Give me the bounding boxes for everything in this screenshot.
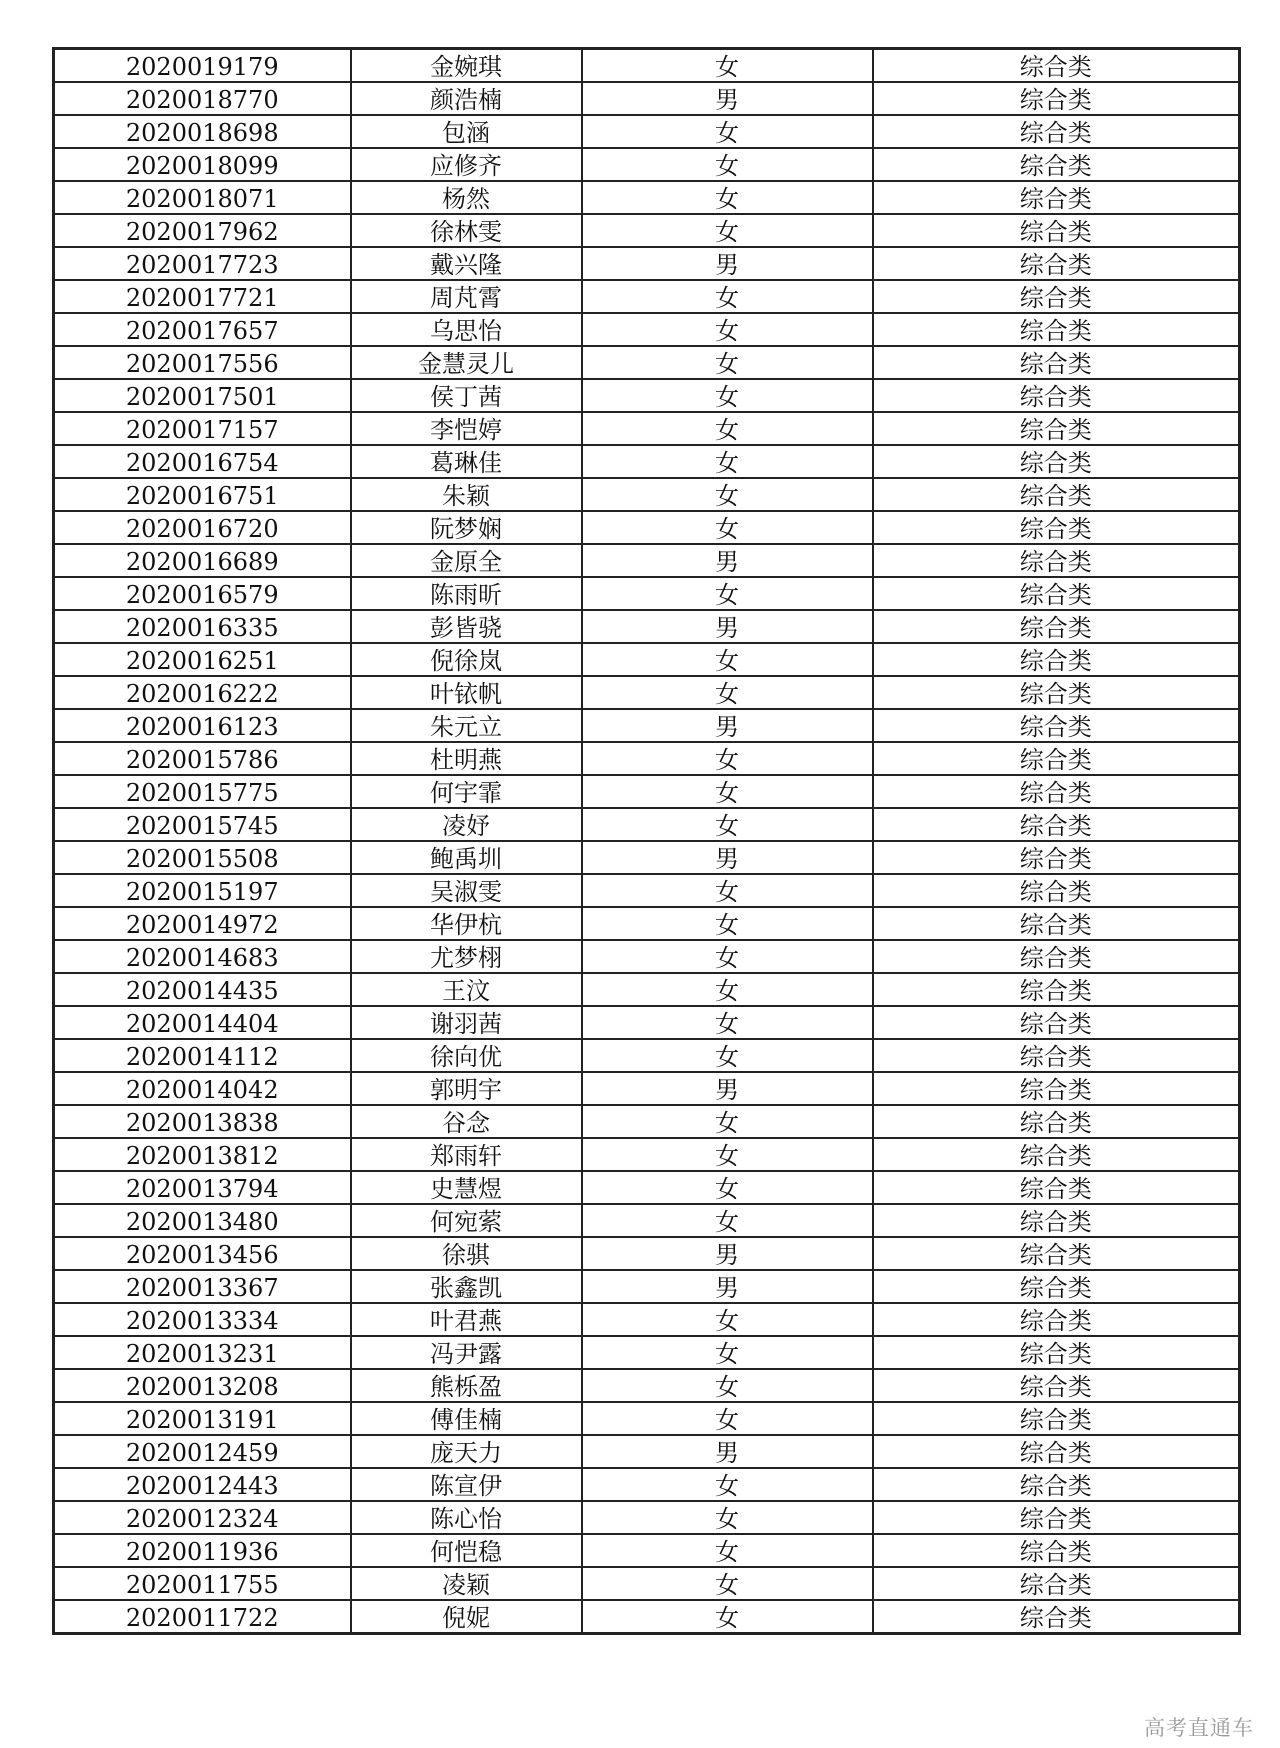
- gender-cell: 女: [582, 346, 873, 379]
- student-id-cell: 2020017657: [54, 313, 351, 346]
- table-row: [54, 49, 1240, 83]
- gender-cell: 女: [582, 1402, 873, 1435]
- table-row: [54, 280, 1240, 313]
- table-row: [54, 1270, 1240, 1303]
- category-cell: 综合类: [873, 907, 1240, 940]
- student-id-cell: 2020012459: [54, 1435, 351, 1468]
- student-id-cell: 2020011936: [54, 1534, 351, 1567]
- student-id-cell: 2020016579: [54, 577, 351, 610]
- student-id-cell: 2020013334: [54, 1303, 351, 1336]
- gender-cell: 女: [582, 577, 873, 610]
- gender-cell: 女: [582, 379, 873, 412]
- gender-cell: 女: [582, 643, 873, 676]
- table-row: [54, 1336, 1240, 1369]
- student-name-cell: 尤梦栩: [351, 940, 582, 973]
- category-cell: 综合类: [873, 346, 1240, 379]
- gender-cell: 女: [582, 1303, 873, 1336]
- table-row: [54, 1006, 1240, 1039]
- table-row: [54, 379, 1240, 412]
- category-cell: 综合类: [873, 940, 1240, 973]
- student-id-cell: 2020016720: [54, 511, 351, 544]
- table-row: [54, 313, 1240, 346]
- student-name-cell: 叶铱帆: [351, 676, 582, 709]
- category-cell: 综合类: [873, 1303, 1240, 1336]
- gender-cell: 女: [582, 808, 873, 841]
- student-name-cell: 徐林雯: [351, 214, 582, 247]
- table-row: [54, 1171, 1240, 1204]
- gender-cell: 女: [582, 115, 873, 148]
- category-cell: 综合类: [873, 49, 1240, 83]
- student-name-cell: 倪妮: [351, 1600, 582, 1634]
- student-id-cell: 2020013480: [54, 1204, 351, 1237]
- category-cell: 综合类: [873, 1237, 1240, 1270]
- student-name-cell: 陈雨昕: [351, 577, 582, 610]
- student-name-cell: 杜明燕: [351, 742, 582, 775]
- table-row: [54, 148, 1240, 181]
- table-row: [54, 1138, 1240, 1171]
- student-name-cell: 王汶: [351, 973, 582, 1006]
- table-row: [54, 610, 1240, 643]
- student-name-cell: 陈宣伊: [351, 1468, 582, 1501]
- category-cell: 综合类: [873, 181, 1240, 214]
- gender-cell: 女: [582, 940, 873, 973]
- student-name-cell: 颜浩楠: [351, 82, 582, 115]
- student-id-cell: 2020016123: [54, 709, 351, 742]
- student-id-cell: 2020015786: [54, 742, 351, 775]
- category-cell: 综合类: [873, 775, 1240, 808]
- student-name-cell: 包涵: [351, 115, 582, 148]
- category-cell: 综合类: [873, 478, 1240, 511]
- table-row: [54, 82, 1240, 115]
- table-row: [54, 1567, 1240, 1600]
- category-cell: 综合类: [873, 247, 1240, 280]
- category-cell: 综合类: [873, 148, 1240, 181]
- gender-cell: 女: [582, 1006, 873, 1039]
- table-row: [54, 445, 1240, 478]
- student-name-cell: 史慧煜: [351, 1171, 582, 1204]
- table-row: [54, 1501, 1240, 1534]
- student-name-cell: 张鑫凯: [351, 1270, 582, 1303]
- student-name-cell: 凌妤: [351, 808, 582, 841]
- student-name-cell: 朱元立: [351, 709, 582, 742]
- student-id-cell: 2020015745: [54, 808, 351, 841]
- category-cell: 综合类: [873, 82, 1240, 115]
- student-name-cell: 吴淑雯: [351, 874, 582, 907]
- student-id-cell: 2020018099: [54, 148, 351, 181]
- gender-cell: 女: [582, 1501, 873, 1534]
- table-row: [54, 247, 1240, 280]
- table-row: [54, 1369, 1240, 1402]
- table-row: [54, 1105, 1240, 1138]
- table-row: [54, 1303, 1240, 1336]
- table-row: [54, 1402, 1240, 1435]
- category-cell: 综合类: [873, 1006, 1240, 1039]
- gender-cell: 女: [582, 1105, 873, 1138]
- category-cell: 综合类: [873, 544, 1240, 577]
- gender-cell: 女: [582, 445, 873, 478]
- table-row: [54, 643, 1240, 676]
- student-id-cell: 2020017723: [54, 247, 351, 280]
- category-cell: 综合类: [873, 1468, 1240, 1501]
- student-id-cell: 2020011722: [54, 1600, 351, 1634]
- student-name-cell: 鲍禹圳: [351, 841, 582, 874]
- gender-cell: 女: [582, 313, 873, 346]
- category-cell: 综合类: [873, 1105, 1240, 1138]
- table-row: [54, 907, 1240, 940]
- student-id-cell: 2020012324: [54, 1501, 351, 1534]
- table-row: [54, 1204, 1240, 1237]
- student-id-cell: 2020013794: [54, 1171, 351, 1204]
- category-cell: 综合类: [873, 115, 1240, 148]
- table-row: [54, 742, 1240, 775]
- student-id-cell: 2020018770: [54, 82, 351, 115]
- gender-cell: 女: [582, 1567, 873, 1600]
- gender-cell: 女: [582, 1534, 873, 1567]
- student-name-cell: 葛琳佳: [351, 445, 582, 478]
- category-cell: 综合类: [873, 841, 1240, 874]
- gender-cell: 女: [582, 1336, 873, 1369]
- table-row: [54, 577, 1240, 610]
- student-id-cell: 2020015775: [54, 775, 351, 808]
- student-id-cell: 2020016754: [54, 445, 351, 478]
- table-row: [54, 214, 1240, 247]
- gender-cell: 女: [582, 1369, 873, 1402]
- student-id-cell: 2020013812: [54, 1138, 351, 1171]
- category-cell: 综合类: [873, 874, 1240, 907]
- category-cell: 综合类: [873, 1501, 1240, 1534]
- gender-cell: 女: [582, 1600, 873, 1634]
- student-name-cell: 郑雨轩: [351, 1138, 582, 1171]
- student-name-cell: 凌颖: [351, 1567, 582, 1600]
- student-id-cell: 2020018698: [54, 115, 351, 148]
- category-cell: 综合类: [873, 214, 1240, 247]
- student-id-cell: 2020014112: [54, 1039, 351, 1072]
- gender-cell: 男: [582, 544, 873, 577]
- student-name-cell: 徐骐: [351, 1237, 582, 1270]
- category-cell: 综合类: [873, 1204, 1240, 1237]
- gender-cell: 女: [582, 742, 873, 775]
- student-id-cell: 2020011755: [54, 1567, 351, 1600]
- gender-cell: 男: [582, 1435, 873, 1468]
- student-name-cell: 金慧灵儿: [351, 346, 582, 379]
- student-name-cell: 何恺稳: [351, 1534, 582, 1567]
- student-id-cell: 2020015508: [54, 841, 351, 874]
- gender-cell: 女: [582, 1468, 873, 1501]
- student-name-cell: 叶君燕: [351, 1303, 582, 1336]
- student-name-cell: 彭皆骁: [351, 610, 582, 643]
- student-name-cell: 周芃霄: [351, 280, 582, 313]
- category-cell: 综合类: [873, 1270, 1240, 1303]
- student-id-cell: 2020013208: [54, 1369, 351, 1402]
- gender-cell: 女: [582, 478, 873, 511]
- student-name-cell: 何宇霏: [351, 775, 582, 808]
- gender-cell: 女: [582, 181, 873, 214]
- gender-cell: 男: [582, 1270, 873, 1303]
- category-cell: 综合类: [873, 676, 1240, 709]
- student-name-cell: 戴兴隆: [351, 247, 582, 280]
- student-id-cell: 2020013367: [54, 1270, 351, 1303]
- student-name-cell: 徐向优: [351, 1039, 582, 1072]
- roster-body: [54, 49, 1240, 1634]
- table-row: [54, 775, 1240, 808]
- table-row: [54, 1435, 1240, 1468]
- category-cell: 综合类: [873, 511, 1240, 544]
- category-cell: 综合类: [873, 1435, 1240, 1468]
- table-row: [54, 544, 1240, 577]
- category-cell: 综合类: [873, 1039, 1240, 1072]
- table-row: [54, 1468, 1240, 1501]
- category-cell: 综合类: [873, 1072, 1240, 1105]
- student-id-cell: 2020016751: [54, 478, 351, 511]
- table-row: [54, 1039, 1240, 1072]
- category-cell: 综合类: [873, 973, 1240, 1006]
- gender-cell: 女: [582, 214, 873, 247]
- table-row: [54, 808, 1240, 841]
- category-cell: 综合类: [873, 445, 1240, 478]
- gender-cell: 女: [582, 511, 873, 544]
- gender-cell: 女: [582, 1171, 873, 1204]
- gender-cell: 女: [582, 676, 873, 709]
- category-cell: 综合类: [873, 1567, 1240, 1600]
- category-cell: 综合类: [873, 1600, 1240, 1634]
- table-row: [54, 1534, 1240, 1567]
- table-row: [54, 1600, 1240, 1634]
- student-name-cell: 杨然: [351, 181, 582, 214]
- gender-cell: 男: [582, 1237, 873, 1270]
- table-row: [54, 346, 1240, 379]
- table-row: [54, 1237, 1240, 1270]
- student-id-cell: 2020012443: [54, 1468, 351, 1501]
- gender-cell: 女: [582, 907, 873, 940]
- student-id-cell: 2020013231: [54, 1336, 351, 1369]
- student-name-cell: 朱颖: [351, 478, 582, 511]
- gender-cell: 女: [582, 775, 873, 808]
- student-id-cell: 2020014042: [54, 1072, 351, 1105]
- table-row: [54, 412, 1240, 445]
- gender-cell: 男: [582, 709, 873, 742]
- category-cell: 综合类: [873, 280, 1240, 313]
- category-cell: 综合类: [873, 610, 1240, 643]
- student-name-cell: 熊栎盈: [351, 1369, 582, 1402]
- category-cell: 综合类: [873, 313, 1240, 346]
- student-id-cell: 2020014404: [54, 1006, 351, 1039]
- table-row: [54, 511, 1240, 544]
- category-cell: 综合类: [873, 742, 1240, 775]
- student-name-cell: 阮梦娴: [351, 511, 582, 544]
- student-id-cell: 2020013456: [54, 1237, 351, 1270]
- category-cell: 综合类: [873, 577, 1240, 610]
- student-id-cell: 2020014435: [54, 973, 351, 1006]
- student-id-cell: 2020016689: [54, 544, 351, 577]
- student-name-cell: 金原全: [351, 544, 582, 577]
- student-name-cell: 侯丁茜: [351, 379, 582, 412]
- student-name-cell: 谢羽茜: [351, 1006, 582, 1039]
- student-name-cell: 应修齐: [351, 148, 582, 181]
- gender-cell: 女: [582, 49, 873, 83]
- category-cell: 综合类: [873, 709, 1240, 742]
- student-id-cell: 2020019179: [54, 49, 351, 83]
- student-name-cell: 乌思怡: [351, 313, 582, 346]
- student-id-cell: 2020016222: [54, 676, 351, 709]
- student-name-cell: 华伊杭: [351, 907, 582, 940]
- student-name-cell: 倪徐岚: [351, 643, 582, 676]
- student-id-cell: 2020014683: [54, 940, 351, 973]
- student-id-cell: 2020014972: [54, 907, 351, 940]
- watermark-logo: 高考直通车: [1144, 1716, 1254, 1740]
- gender-cell: 男: [582, 610, 873, 643]
- category-cell: 综合类: [873, 1336, 1240, 1369]
- gender-cell: 女: [582, 1039, 873, 1072]
- table-row: [54, 1072, 1240, 1105]
- student-name-cell: 金婉琪: [351, 49, 582, 83]
- table-row: [54, 676, 1240, 709]
- student-name-cell: 陈心怡: [351, 1501, 582, 1534]
- category-cell: 综合类: [873, 1534, 1240, 1567]
- student-name-cell: 谷念: [351, 1105, 582, 1138]
- table-row: [54, 940, 1240, 973]
- student-name-cell: 冯尹露: [351, 1336, 582, 1369]
- student-id-cell: 2020017556: [54, 346, 351, 379]
- gender-cell: 女: [582, 412, 873, 445]
- student-id-cell: 2020013191: [54, 1402, 351, 1435]
- table-row: [54, 115, 1240, 148]
- category-cell: 综合类: [873, 1369, 1240, 1402]
- gender-cell: 男: [582, 1072, 873, 1105]
- table-row: [54, 181, 1240, 214]
- table-row: [54, 841, 1240, 874]
- student-name-cell: 李恺婷: [351, 412, 582, 445]
- student-name-cell: 何宛萦: [351, 1204, 582, 1237]
- table-row: [54, 478, 1240, 511]
- student-id-cell: 2020017157: [54, 412, 351, 445]
- gender-cell: 男: [582, 82, 873, 115]
- student-id-cell: 2020017721: [54, 280, 351, 313]
- student-name-cell: 傅佳楠: [351, 1402, 582, 1435]
- student-name-cell: 庞天力: [351, 1435, 582, 1468]
- student-id-cell: 2020017501: [54, 379, 351, 412]
- student-id-cell: 2020015197: [54, 874, 351, 907]
- category-cell: 综合类: [873, 808, 1240, 841]
- gender-cell: 女: [582, 874, 873, 907]
- category-cell: 综合类: [873, 379, 1240, 412]
- gender-cell: 女: [582, 148, 873, 181]
- gender-cell: 女: [582, 280, 873, 313]
- student-id-cell: 2020016335: [54, 610, 351, 643]
- gender-cell: 男: [582, 841, 873, 874]
- student-roster-table: [52, 47, 1241, 1635]
- table-row: [54, 709, 1240, 742]
- category-cell: 综合类: [873, 1402, 1240, 1435]
- student-id-cell: 2020018071: [54, 181, 351, 214]
- table-row: [54, 874, 1240, 907]
- category-cell: 综合类: [873, 643, 1240, 676]
- category-cell: 综合类: [873, 412, 1240, 445]
- gender-cell: 女: [582, 1138, 873, 1171]
- student-id-cell: 2020017962: [54, 214, 351, 247]
- category-cell: 综合类: [873, 1138, 1240, 1171]
- student-id-cell: 2020013838: [54, 1105, 351, 1138]
- gender-cell: 男: [582, 247, 873, 280]
- gender-cell: 女: [582, 973, 873, 1006]
- category-cell: 综合类: [873, 1171, 1240, 1204]
- table-row: [54, 973, 1240, 1006]
- student-id-cell: 2020016251: [54, 643, 351, 676]
- gender-cell: 女: [582, 1204, 873, 1237]
- student-name-cell: 郭明宇: [351, 1072, 582, 1105]
